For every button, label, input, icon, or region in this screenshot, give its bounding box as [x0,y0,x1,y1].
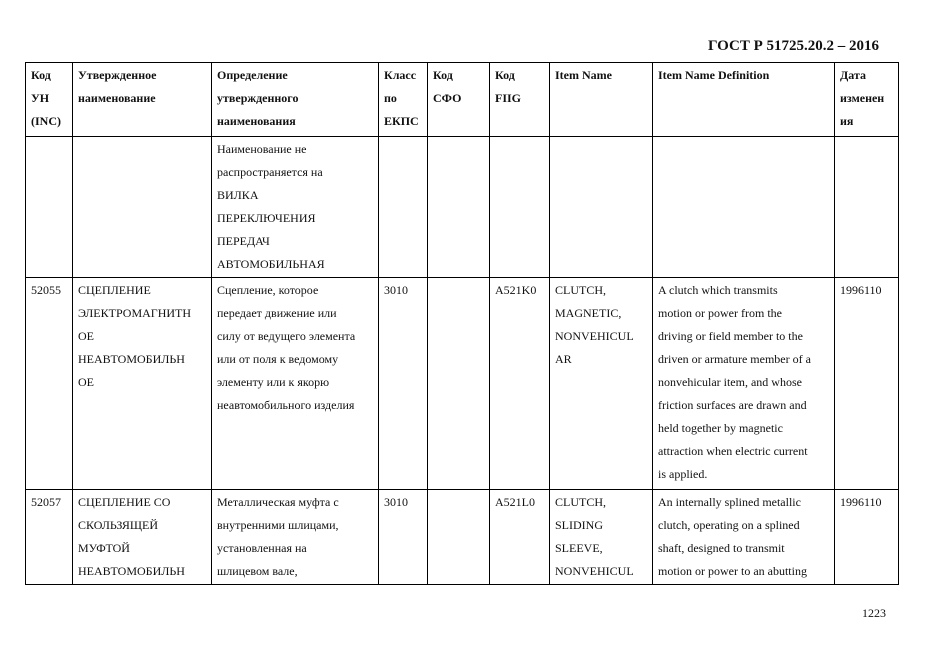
gost-table [25,62,899,585]
cell-line: ОЕ [78,375,94,389]
col-header-class [379,63,428,137]
cell-line: или от поля к ведомому [217,352,339,366]
cell-line: An internally splined metallic [658,495,801,509]
table-row [26,278,899,490]
col-header-item-name [550,63,653,137]
cell-date [835,137,899,278]
cell-definition [212,137,379,278]
cell-line: NONVEHICUL [555,329,634,343]
cell-line: held together by magnetic [658,421,783,435]
cell-line: утвержденного [217,91,299,105]
cell-item-name [550,137,653,278]
col-header-name [73,63,212,137]
cell-fiig [490,278,550,490]
cell-class [379,490,428,585]
cell-item-name [550,278,653,490]
cell-line: is applied. [658,467,708,481]
col-header-fiig [490,63,550,137]
col-header-inc [26,63,73,137]
cell-line: 52055 [31,283,61,297]
cell-line: AR [555,352,572,366]
col-header-date [835,63,899,137]
cell-line: Код [31,68,51,82]
cell-fiig [490,137,550,278]
cell-line: 1996110 [840,495,882,509]
cell-line: (INC) [31,114,61,128]
cell-line: NONVEHICUL [555,564,634,578]
cell-line: элементу или к якорю [217,375,330,389]
cell-line: СЦЕПЛЕНИЕ [78,283,151,297]
cell-line: CLUTCH, [555,283,606,297]
cell-line: 3010 [384,283,408,297]
cell-date [835,490,899,585]
cell-line: friction surfaces are drawn and [658,398,807,412]
cell-line: 52057 [31,495,61,509]
cell-line: motion or power from the [658,306,782,320]
cell-line: A521L0 [495,495,535,509]
cell-line: УН [31,91,50,105]
cell-line: Определение [217,68,288,82]
cell-line: ЭЛЕКТРОМАГНИТН [78,306,192,320]
cell-date [835,278,899,490]
cell-line: clutch, operating on a splined [658,518,800,532]
cell-line: driven or armature member of a [658,352,811,366]
cell-name [73,490,212,585]
cell-line: driving or field member to the [658,329,803,343]
cell-line: неавтомобильного изделия [217,398,355,412]
cell-line: изменен [840,91,885,105]
cell-line: установленная на [217,541,307,555]
cell-inc [26,278,73,490]
cell-line: MAGNETIC, [555,306,622,320]
cell-fiig [490,490,550,585]
cell-line: по [384,91,397,105]
cell-line: ЕКПС [384,114,419,128]
cell-line: АВТОМОБИЛЬНАЯ [217,257,325,271]
cell-line: наименование [78,91,156,105]
cell-line: СКОЛЬЗЯЩЕЙ [78,518,159,532]
cell-sfo [428,137,490,278]
cell-line: CLUTCH, [555,495,606,509]
cell-line: ия [840,114,854,128]
cell-item-def [653,278,835,490]
cell-line: SLEEVE, [555,541,603,555]
cell-line: наименования [217,114,296,128]
cell-line: внутренними шлицами, [217,518,339,532]
cell-line: НЕАВТОМОБИЛЬН [78,564,185,578]
col-header-definition [212,63,379,137]
cell-inc [26,490,73,585]
cell-line: Код [433,68,453,82]
cell-inc [26,137,73,278]
cell-item-def [653,137,835,278]
cell-line: силу от ведущего элемента [217,329,356,343]
cell-line: Дата [840,68,866,82]
cell-line: 3010 [384,495,408,509]
cell-line: Item Name [555,68,612,82]
cell-line: Код [495,68,515,82]
cell-line: A clutch which transmits [658,283,778,297]
cell-line: шлицевом вале, [217,564,298,578]
cell-sfo [428,278,490,490]
cell-line: передает движение или [217,306,337,320]
standard-title: ГОСТ Р 51725.20.2 – 2016 [708,38,880,54]
cell-definition [212,278,379,490]
header-row [26,63,899,137]
cell-line: SLIDING [555,518,603,532]
cell-name [73,278,212,490]
cell-line: FIIG [495,91,522,105]
cell-line: распространяется на [217,165,323,179]
cell-line: НЕАВТОМОБИЛЬН [78,352,185,366]
col-header-sfo [428,63,490,137]
cell-line: Утвержденное [78,68,157,82]
cell-line: МУФТОЙ [78,541,130,555]
cell-definition [212,490,379,585]
cell-line: ПЕРЕКЛЮЧЕНИЯ [217,211,316,225]
cell-line: Металлическая муфта с [217,495,339,509]
col-header-item-def [653,63,835,137]
cell-line: ВИЛКА [217,188,259,202]
cell-name [73,137,212,278]
cell-item-name [550,490,653,585]
cell-line: Класс [384,68,417,82]
cell-line: nonvehicular item, and whose [658,375,802,389]
cell-line: Наименование не [217,142,307,156]
cell-sfo [428,490,490,585]
cell-line: ОЕ [78,329,94,343]
cell-line: СЦЕПЛЕНИЕ СО [78,495,171,509]
table-row [26,490,899,585]
page-number: 1223 [862,606,886,620]
cell-line: shaft, designed to transmit [658,541,785,555]
cell-class [379,137,428,278]
cell-line: A521K0 [495,283,537,297]
cell-line: motion or power to an abutting [658,564,807,578]
cell-class [379,278,428,490]
cell-line: Item Name Definition [658,68,770,82]
cell-line: attraction when electric current [658,444,808,458]
cell-line: 1996110 [840,283,882,297]
table-row [26,137,899,278]
cell-line: СФО [433,91,462,105]
cell-item-def [653,490,835,585]
cell-line: ПЕРЕДАЧ [217,234,270,248]
cell-line: Сцепление, которое [217,283,319,297]
